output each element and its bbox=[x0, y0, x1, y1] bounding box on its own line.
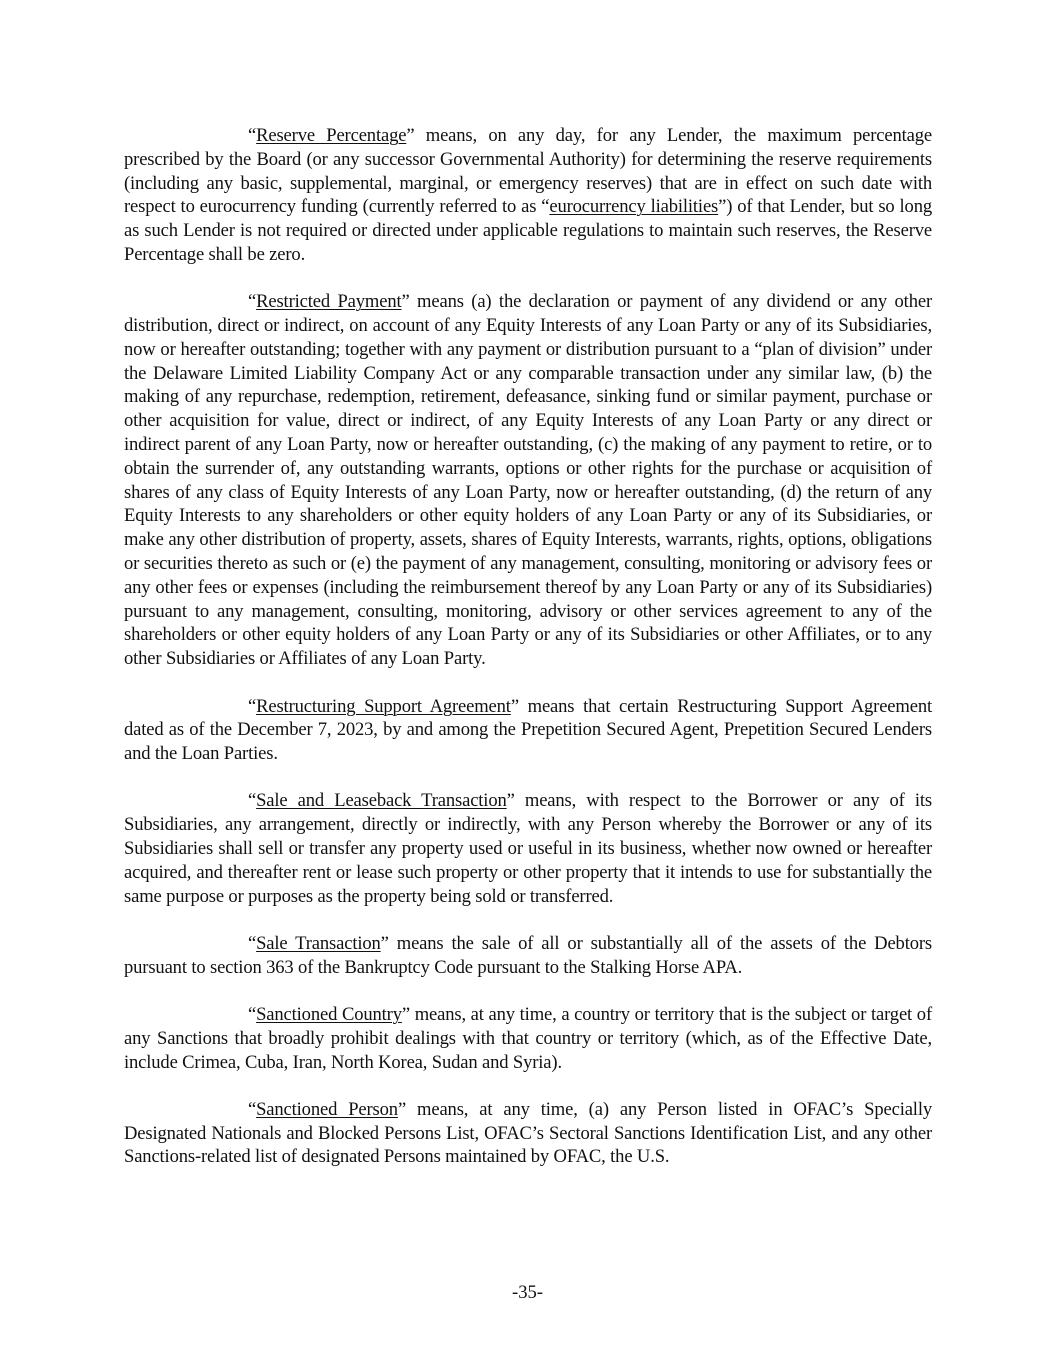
open-quote: “ bbox=[248, 125, 257, 146]
definition-body-continued: ”) of that Lender, but so long as such Lender is not required or directed under applicable regulations to maintain such reserves, the Reserve Percentage shall be zero. bbox=[124, 196, 932, 265]
page-number: -35- bbox=[512, 1282, 543, 1303]
defined-term: Sale Transaction bbox=[256, 932, 381, 954]
definition-sanctioned-country bbox=[124, 1003, 932, 1074]
definition-body: means, at any time, (a) any Person listed in OFAC’s Specially Designated Nationals and Blocked Persons List, OFAC’s Sectoral Sanctions Identification List, and any other Sanctions-related list of designated Persons maintained by OFAC, the U.S. bbox=[124, 1098, 932, 1168]
definition-reserve-percentage bbox=[124, 124, 932, 267]
definition-sanctioned-person bbox=[124, 1098, 932, 1169]
open-quote: “ bbox=[248, 1098, 257, 1120]
definition-restructuring-support-agreement bbox=[124, 695, 932, 766]
document-page bbox=[124, 124, 932, 1193]
definition-body: means, at any time, a country or territory that is the subject or target of any Sanctions that broadly prohibit dealings with that country or territory (which, as of the Effective Date, include Crimea, Cuba, Iran, North Korea, Sudan and Syria). bbox=[124, 1004, 932, 1073]
open-quote: “ bbox=[248, 790, 257, 812]
definition-body: means the sale of all or substantially all of the assets of the Debtors pursuant to section 363 of the Bankruptcy Code pursuant to the Stalking Horse APA. bbox=[124, 932, 932, 978]
definition-body: means that certain Restructuring Support Agreement dated as of the December 7, 2023, by and among the Prepetition Secured Agent, Prepetition Secured Lenders and the Loan Parties. bbox=[124, 695, 932, 765]
close-quote: ” bbox=[506, 790, 515, 812]
defined-term: Sale and Leaseback Transaction bbox=[256, 790, 507, 812]
defined-term: Restricted Payment bbox=[256, 291, 402, 313]
defined-term: Sanctioned Person bbox=[256, 1098, 398, 1120]
close-quote: ” bbox=[510, 695, 519, 717]
definition-sale-and-leaseback-transaction bbox=[124, 789, 932, 908]
close-quote: ” bbox=[401, 291, 410, 313]
close-quote: ” bbox=[397, 1098, 407, 1120]
definition-restricted-payment bbox=[124, 290, 932, 671]
defined-term: Sanctioned Country bbox=[256, 1004, 402, 1025]
open-quote: “ bbox=[248, 932, 257, 954]
defined-term: Restructuring Support Agreement bbox=[256, 695, 511, 717]
inner-defined-term: eurocurrency liabilities bbox=[549, 196, 719, 218]
defined-term: Reserve Percentage bbox=[256, 125, 407, 146]
close-quote: ” bbox=[406, 125, 415, 146]
open-quote: “ bbox=[248, 291, 257, 313]
close-quote: ” bbox=[401, 1004, 410, 1025]
definition-body: means, on any day, for any Lender, the maximum percentage prescribed by the Board (or any successor Governmental Authority) for determining the reserve requirements (including any basic, supplemental, marginal, or emergency reserves) that are in effect on such date with respect to eurocurrency funding (currently referred to as “ bbox=[124, 125, 933, 218]
close-quote: ” bbox=[380, 932, 389, 954]
open-quote: “ bbox=[248, 1004, 257, 1025]
definition-body: means (a) the declaration or payment of any dividend or any other distribution, direct or indirect, on account of any Equity Interests of any Loan Party or any of its Subsidiaries, now or hereafter outstanding; together with any payment or distribution pursuant to a “plan of division” under the Delaware Limited Liability Company Act or any comparable transaction under any similar law, (b) the making of any repurchase, redemption, retirement, defeasance, sinking fund or similar payment, purchase or other acquisition for value, direct or indirect, of any Equity Interests of any Loan Party or any direct or indirect parent of any Loan Party, now or hereafter outstanding, (c) the making of any payment to retire, or to obtain the surrender of, any outstanding warrants, options or other rights for the purchase or acquisition of shares of any class of Equity Interests of any Loan Party, now or hereafter outstanding, (d) the return of any Equity Interests to any shareholders or other equity holders of any Loan Party or any of its Subsidiaries, or make any other distribution of property, assets, shares of Equity Interests, warrants, rights, options, obligations or securities thereto as such or (e) the payment of any management, consulting, monitoring or advisory fees or any other fees or expenses (including the reimbursement thereof by any Loan Party or any of its Subsidiaries) pursuant to any management, consulting, monitoring, advisory or other services agreement to any of the shareholders or other equity holders of any Loan Party or any of its Subsidiaries or other Affiliates, or to any other Subsidiaries or Affiliates of any Loan Party. bbox=[124, 291, 932, 670]
definition-body: means, with respect to the Borrower or any of its Subsidiaries, any arrangement, directly or indirectly, with any Person whereby the Borrower or any of its Subsidiaries shall sell or transfer any property used or useful in its business, whether now owned or hereafter acquired, and thereafter rent or lease such property or other property that it intends to use for substantially the same purpose or purposes as the property being sold or transferred. bbox=[124, 790, 932, 907]
open-quote: “ bbox=[248, 695, 257, 717]
definition-sale-transaction bbox=[124, 932, 932, 980]
